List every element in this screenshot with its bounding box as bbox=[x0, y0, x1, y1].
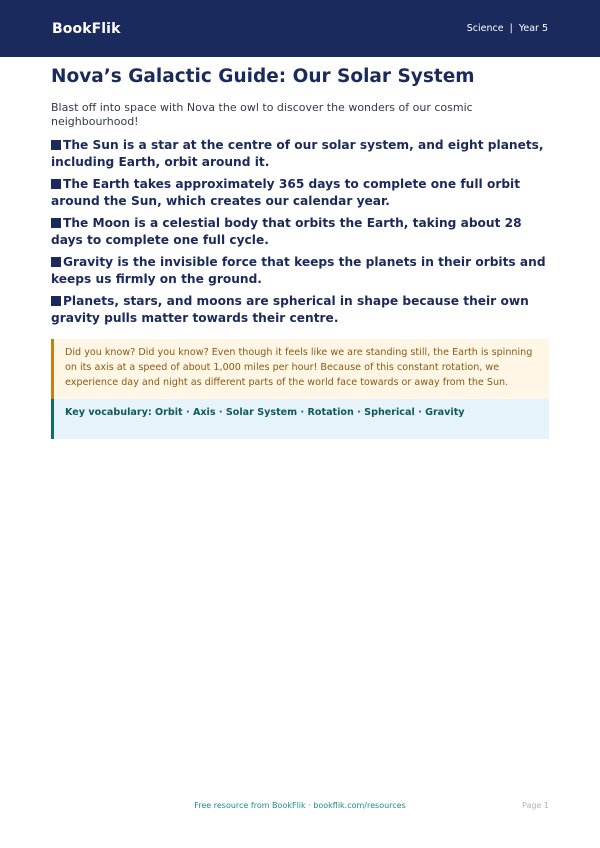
fact-list bbox=[51, 137, 549, 327]
key-vocabulary-box bbox=[51, 399, 549, 439]
header-meta bbox=[467, 23, 548, 34]
fact-item bbox=[51, 176, 549, 210]
fact-item bbox=[51, 137, 549, 171]
fact-text: The Moon is a celestial body that orbits the Earth, taking about 28 days to complete one full cycle. bbox=[51, 216, 522, 247]
did-you-know-text: Did you know? Did you know? Even though it feels like we are standing still, the Earth is spinning on its axis at a speed of about 1,000 miles per hour! Because of this constant rotation, we experience day and night as different parts of the world face towards or away from the Sun. bbox=[65, 347, 533, 388]
square-bullet-icon bbox=[51, 140, 61, 150]
page-number: Page 1 bbox=[522, 801, 549, 810]
brand-logo-text: BookFlik bbox=[52, 20, 121, 37]
header-bar bbox=[0, 0, 600, 57]
fact-text: The Earth takes approximately 365 days to complete one full orbit around the Sun, which creates our calendar year. bbox=[51, 177, 521, 208]
did-you-know-callout bbox=[51, 339, 549, 399]
fact-item bbox=[51, 215, 549, 249]
square-bullet-icon bbox=[51, 257, 61, 267]
fact-item bbox=[51, 293, 549, 327]
square-bullet-icon bbox=[51, 296, 61, 306]
square-bullet-icon bbox=[51, 179, 61, 189]
year-label: Year 5 bbox=[518, 23, 548, 34]
fact-text: Gravity is the invisible force that keeps the planets in their orbits and keeps us firmly on the ground. bbox=[51, 255, 546, 286]
intro-text: Blast off into space with Nova the owl to discover the wonders of our cosmic neighbourhood! bbox=[51, 101, 473, 128]
square-bullet-icon bbox=[51, 218, 61, 228]
subject-label: Science bbox=[466, 23, 504, 34]
meta-separator: | bbox=[509, 23, 513, 34]
page-title: Nova’s Galactic Guide: Our Solar System bbox=[51, 66, 475, 87]
key-vocabulary-text: Key vocabulary: Orbit · Axis · Solar System · Rotation · Spherical · Gravity bbox=[65, 407, 465, 418]
footer-credit-link[interactable]: Free resource from BookFlik · bookflik.com/resources bbox=[194, 801, 406, 810]
fact-text: The Sun is a star at the centre of our solar system, and eight planets, including Earth, orbit around it. bbox=[51, 138, 544, 169]
main-content bbox=[51, 66, 549, 439]
fact-item bbox=[51, 254, 549, 288]
footer bbox=[51, 801, 549, 815]
fact-text: Planets, stars, and moons are spherical in shape because their own gravity pulls matter towards their centre. bbox=[51, 294, 529, 325]
